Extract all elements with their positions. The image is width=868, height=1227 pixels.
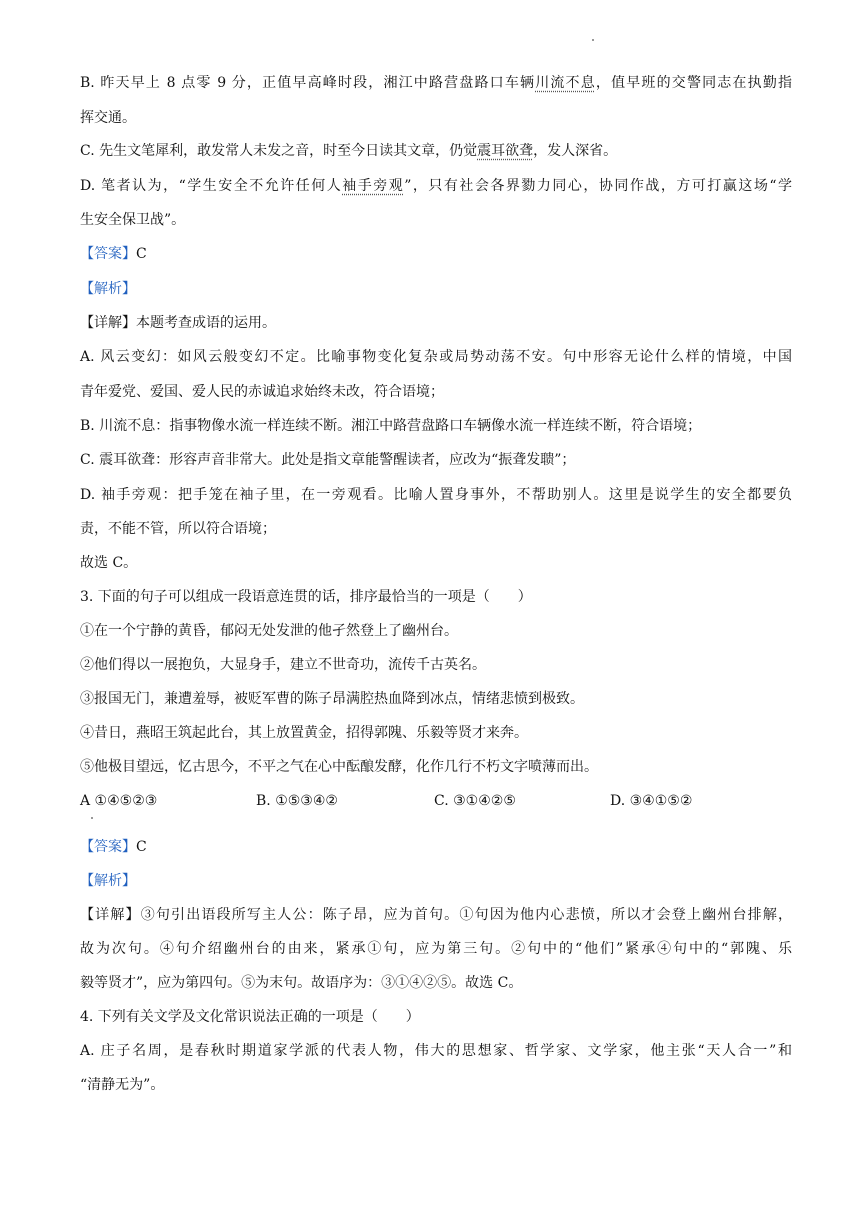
explain-b: B. 川流不息：指事物像水流一样连续不断。湘江中路营盘路口车辆像水流一样连续不断，符合语境； bbox=[80, 418, 702, 434]
detail-2-line-1: 【详解】③句引出语段所写主人公：陈子昂，应为首句。①句因为他内心悲愤，所以才会登上幽州台排解， bbox=[80, 907, 792, 923]
options-row bbox=[80, 792, 792, 810]
option-d: D. ③④①⑤② bbox=[610, 793, 693, 809]
explain-a-line-2: 青年爱党、爱国、爱人民的赤诚追求始终未改，符合语境； bbox=[80, 384, 444, 400]
option-d-line-2: 生安全保卫战”。 bbox=[80, 212, 186, 228]
text: D. 笔者认为，“学生安全不允许任何人 bbox=[80, 178, 343, 194]
text: ”，只有社会各界勠力同心，协同作战，方可打赢这场“学 bbox=[404, 178, 792, 194]
answer-2 bbox=[80, 838, 147, 856]
answer-value: C bbox=[136, 839, 147, 855]
dotted-phrase: 袖手旁观 bbox=[342, 178, 405, 194]
sentence-1: ①在一个宁静的黄昏，郁闷无处发泄的他孑然登上了幽州台。 bbox=[80, 623, 458, 639]
option-b: B. ①⑤③④② bbox=[256, 793, 338, 809]
q4-option-a-line-1: A. 庄子名周，是春秋时期道家学派的代表人物，伟大的思想家、哲学家、文学家，他主张“天人合一”和 bbox=[80, 1043, 792, 1059]
option-c: C. ③①④②⑤ bbox=[434, 793, 516, 809]
analysis-tag-1: 【解析】 bbox=[80, 281, 136, 297]
answer-tag: 【答案】 bbox=[80, 246, 136, 262]
sentence-4: ④昔日，燕昭王筑起此台，其上放置黄金，招得郭隗、乐毅等贤才来奔。 bbox=[80, 725, 528, 741]
answer-tag: 【答案】 bbox=[80, 839, 136, 855]
explain-d-line-1: D. 袖手旁观：把手笼在袖子里，在一旁观看。比喻人置身事外，不帮助别人。这里是说学生的安全都要负 bbox=[80, 487, 792, 503]
text: C. 先生文笔犀利，敢发常人未发之音，时至今日读其文章，仍觉 bbox=[80, 143, 478, 159]
choose-1: 故选 C。 bbox=[80, 555, 138, 571]
analysis-tag-2: 【解析】 bbox=[80, 873, 136, 889]
detail-2-line-3: 毅等贤才”，应为第四句。⑤为末句。故语序为：③①④②⑤。故选 C。 bbox=[80, 975, 523, 991]
detail-1: 【详解】本题考查成语的运用。 bbox=[80, 315, 276, 331]
option-c-line bbox=[80, 142, 617, 160]
option-b-line-2: 挥交通。 bbox=[80, 110, 136, 126]
answer-1 bbox=[80, 245, 147, 263]
sentence-5: ⑤他极目望远，忆古思今，不平之气在心中酝酿发酵，化作几行不朽文字喷薄而出。 bbox=[80, 759, 598, 775]
option-a: A ①④⑤②③ bbox=[80, 793, 158, 809]
explain-c: C. 震耳欲聋：形容声音非常大。此处是指文章能警醒读者，应改为“振聋发聩”； bbox=[80, 452, 576, 468]
sentence-3: ③报国无门，兼遭羞辱，被贬军曹的陈子昂满腔热血降到冰点，情绪悲愤到极致。 bbox=[80, 691, 584, 707]
scan-speck bbox=[91, 817, 93, 819]
question-4: 4. 下列有关文学及文化常识说法正确的一项是（ ） bbox=[80, 1009, 420, 1025]
text: ，值早班的交警同志在执勤指 bbox=[595, 75, 792, 91]
sentence-2: ②他们得以一展抱负，大显身手，建立不世奇功，流传千古英名。 bbox=[80, 657, 486, 673]
question-3: 3. 下面的句子可以组成一段语意连贯的话，排序最恰当的一项是（ ） bbox=[80, 589, 532, 605]
dotted-phrase: 震耳欲聋 bbox=[477, 143, 534, 159]
text: B. 昨天早上 8 点零 9 分，正值早高峰时段，湘江中路营盘路口车辆 bbox=[80, 75, 536, 91]
dotted-phrase: 川流不息 bbox=[535, 75, 596, 91]
option-d-line-1 bbox=[80, 177, 792, 195]
scan-speck bbox=[592, 39, 594, 41]
detail-2-line-2: 故为次句。④句介绍幽州台的由来，紧承①句，应为第三句。②句中的“他们”紧承④句中的“郭隗、乐 bbox=[80, 941, 792, 957]
option-b-line-1 bbox=[80, 74, 792, 92]
explain-d-line-2: 责，不能不管，所以符合语境； bbox=[80, 521, 276, 537]
explain-a-line-1: A. 风云变幻：如风云般变幻不定。比喻事物变化复杂或局势动荡不安。句中形容无论什么样的情境，中国 bbox=[80, 349, 792, 365]
q4-option-a-line-2: “清静无为”。 bbox=[80, 1077, 165, 1093]
answer-value: C bbox=[136, 246, 147, 262]
text: ，发人深省。 bbox=[533, 143, 618, 159]
